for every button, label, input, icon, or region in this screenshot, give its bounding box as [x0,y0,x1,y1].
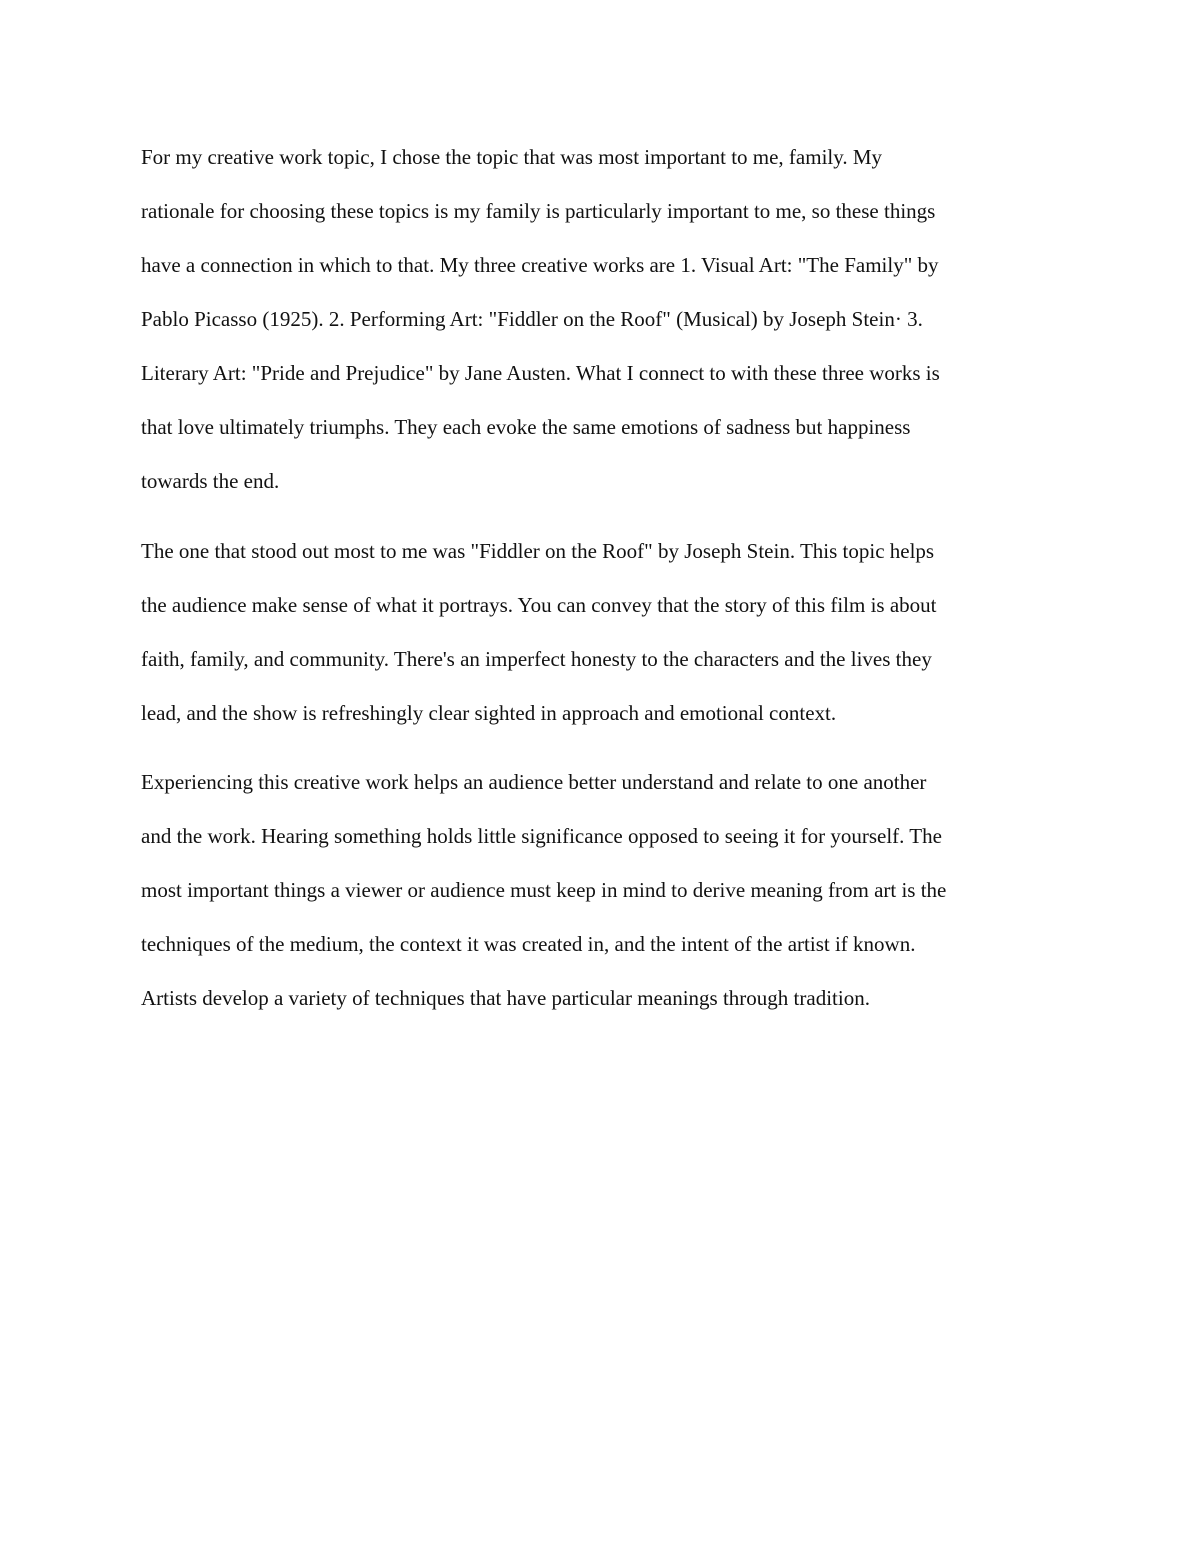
text-line: For my creative work topic, I chose the topic that was most important to me, family. My [141,145,883,169]
text-line: The one that stood out most to me was "Fiddler on the Roof" by Joseph Stein. This topic helps [141,539,935,563]
text-line: Artists develop a variety of techniques that have particular meanings through tradition. [141,986,870,1010]
text-line: most important things a viewer or audience must keep in mind to derive meaning from art is the [141,878,947,902]
text-line: techniques of the medium, the context it was created in, and the intent of the artist if known. [141,932,916,956]
text-line: Experiencing this creative work helps an audience better understand and relate to one another [141,770,927,794]
text-line: and the work. Hearing something holds little significance opposed to seeing it for yourself. The [141,824,942,848]
text-line: have a connection in which to that. My three creative works are 1. Visual Art: "The Family" by [141,253,939,277]
text-line: Literary Art: "Pride and Prejudice" by Jane Austen. What I connect to with these three works is [141,361,940,385]
text-line: faith, family, and community. There's an imperfect honesty to the characters and the lives they [141,647,932,671]
text-line: that love ultimately triumphs. They each evoke the same emotions of sadness but happiness [141,415,911,439]
text-line: lead, and the show is refreshingly clear sighted in approach and emotional context. [141,701,837,725]
text-line: towards the end. [141,469,280,493]
text-line: Pablo Picasso (1925). 2. Performing Art: "Fiddler on the Roof" (Musical) by Joseph Stein· 3. [141,307,923,331]
text-line: the audience make sense of what it portrays. You can convey that the story of this film is about [141,593,937,617]
text-line: rationale for choosing these topics is my family is particularly important to me, so these things [141,199,936,223]
